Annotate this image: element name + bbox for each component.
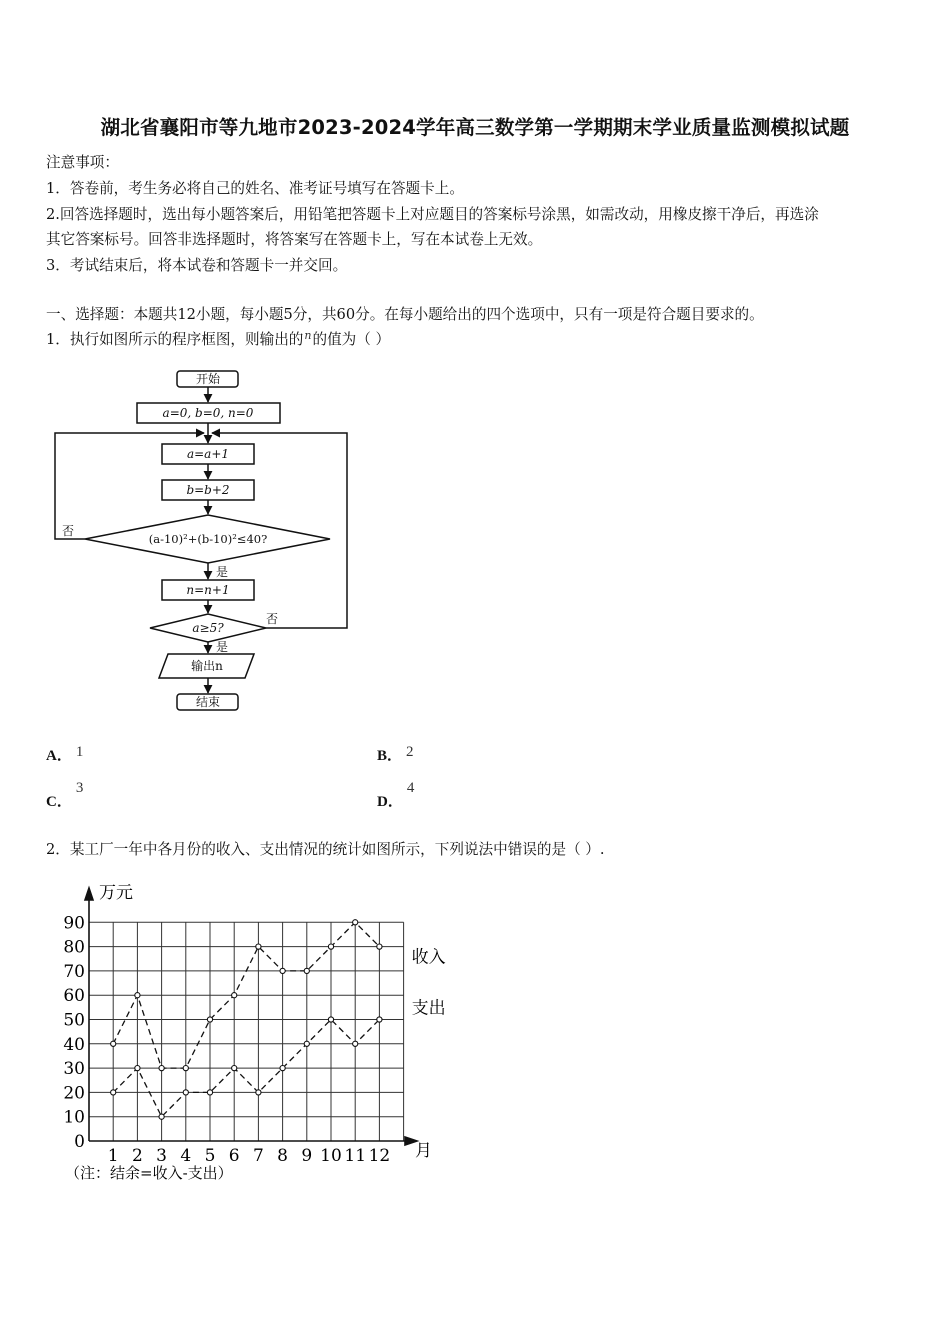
section-heading: 一、选择题：本题共12小题，每小题5分，共60分。在每小题给出的四个选项中，只有一项是符合题目要求的。 (46, 306, 764, 323)
data-point (353, 920, 358, 925)
page-title: 湖北省襄阳市等九地市2023-2024学年高三数学第一学期期末学业质量监测模拟试题 (100, 116, 850, 139)
option-a-label: A． (46, 748, 72, 764)
chart-xlabel: 月 (415, 1141, 432, 1161)
question-1-stem (46, 328, 390, 349)
data-point (183, 1090, 188, 1095)
data-point (159, 1114, 164, 1119)
x-tick-label: 11 (344, 1146, 367, 1166)
notice-heading: 注意事项： (46, 154, 119, 171)
option-b-value: 2 (406, 744, 414, 760)
option-b[interactable] (377, 744, 414, 765)
data-point (159, 1066, 164, 1071)
data-point (207, 1090, 212, 1095)
data-point (377, 1017, 382, 1022)
y-tick-label: 40 (63, 1034, 85, 1055)
x-tick-label: 4 (180, 1146, 192, 1166)
y-tick-label: 80 (63, 937, 85, 958)
option-d-value: 4 (406, 780, 415, 796)
y-tick-label: 0 (74, 1132, 85, 1152)
x-tick-label: 12 (368, 1146, 391, 1166)
y-tick-label: 70 (63, 961, 85, 982)
fc-cond2-text: a≥5? (192, 621, 224, 635)
data-point (304, 1041, 309, 1046)
chart-ylabel: 万元 (99, 883, 133, 903)
data-point (111, 1090, 116, 1095)
x-tick-label: 9 (301, 1146, 313, 1166)
data-point (328, 944, 333, 949)
data-point (232, 1066, 237, 1071)
fc-no2-label: 否 (265, 612, 279, 626)
x-tick-label: 1 (107, 1146, 119, 1166)
option-b-label: B． (377, 748, 403, 764)
fc-start-text: 开始 (195, 372, 221, 386)
notice-item-2a: 2.回答选择题时，选出每小题答案后，用铅笔把答题卡上对应题目的答案标号涂黑，如需改动，用橡皮擦干净后，再选涂 (46, 206, 819, 223)
fc-yes1-label: 是 (215, 565, 229, 579)
option-a-value: 1 (75, 744, 84, 760)
option-c-label: C． (46, 794, 72, 810)
income-expense-chart (55, 876, 455, 1186)
y-tick-label: 10 (63, 1107, 85, 1128)
question-1-suffix: 的值为（ ） (312, 331, 391, 348)
fc-step-b-text: b=b+2 (186, 483, 230, 497)
fc-yes2-label: 是 (215, 640, 229, 654)
notice-item-3: 3．考试结束后，将本试卷和答题卡一并交回。 (46, 257, 348, 274)
data-point (111, 1041, 116, 1046)
data-point (377, 944, 382, 949)
fc-no1-label: 否 (61, 524, 75, 538)
option-a[interactable] (46, 744, 84, 765)
y-tick-label: 20 (63, 1083, 85, 1104)
flowchart (40, 360, 370, 720)
question-2-stem: 2．某工厂一年中各月份的收入、支出情况的统计如图所示，下列说法中错误的是（ ）. (46, 841, 605, 858)
data-point (135, 1066, 140, 1071)
y-tick-label: 50 (63, 1010, 85, 1031)
fc-cond1-text: (a-10)²+(b-10)²≤40? (148, 532, 268, 546)
option-c[interactable] (46, 780, 84, 811)
fc-step-a-text: a=a+1 (186, 447, 230, 461)
x-tick-label: 2 (131, 1146, 143, 1166)
fc-end-text: 结束 (195, 695, 221, 709)
chart-axes (85, 888, 417, 1145)
option-c-value: 3 (75, 780, 84, 796)
data-point (328, 1017, 333, 1022)
fc-output-text: 输出n (191, 659, 223, 673)
data-point (304, 968, 309, 973)
fc-init-text: a=0, b=0, n=0 (162, 406, 254, 420)
fc-step-n-text: n=n+1 (186, 583, 230, 597)
x-tick-label: 10 (320, 1146, 342, 1166)
x-tick-label: 5 (204, 1146, 216, 1166)
x-tick-label: 7 (252, 1146, 264, 1166)
data-point (207, 1017, 212, 1022)
notice-item-1: 1．答卷前，考生务必将自己的姓名、准考证号填写在答题卡上。 (46, 180, 464, 197)
data-point (256, 1090, 261, 1095)
y-tick-label: 60 (63, 986, 85, 1007)
y-tick-label: 90 (63, 913, 85, 934)
option-d[interactable] (377, 780, 415, 811)
option-d-label: D． (377, 794, 403, 810)
data-point (280, 1066, 285, 1071)
data-point (256, 944, 261, 949)
x-tick-label: 3 (156, 1146, 168, 1166)
x-tick-label: 8 (277, 1146, 289, 1166)
chart-grid (89, 922, 404, 1141)
data-point (135, 993, 140, 998)
data-point (183, 1066, 188, 1071)
notice-item-2b: 其它答案标号。回答非选择题时，将答案写在答题卡上，写在本试卷上无效。 (46, 231, 543, 248)
data-point (280, 968, 285, 973)
legend-expense: 支出 (411, 998, 446, 1019)
data-point (232, 993, 237, 998)
question-1-prefix: 1．执行如图所示的程序框图，则输出的 (46, 331, 304, 348)
y-tick-label: 30 (63, 1059, 85, 1080)
chart-note: （注：结余=收入-支出） (65, 1164, 233, 1182)
x-tick-label: 6 (228, 1146, 240, 1166)
data-point (353, 1041, 358, 1046)
legend-income: 收入 (411, 947, 446, 968)
question-1-var: n (304, 329, 312, 342)
